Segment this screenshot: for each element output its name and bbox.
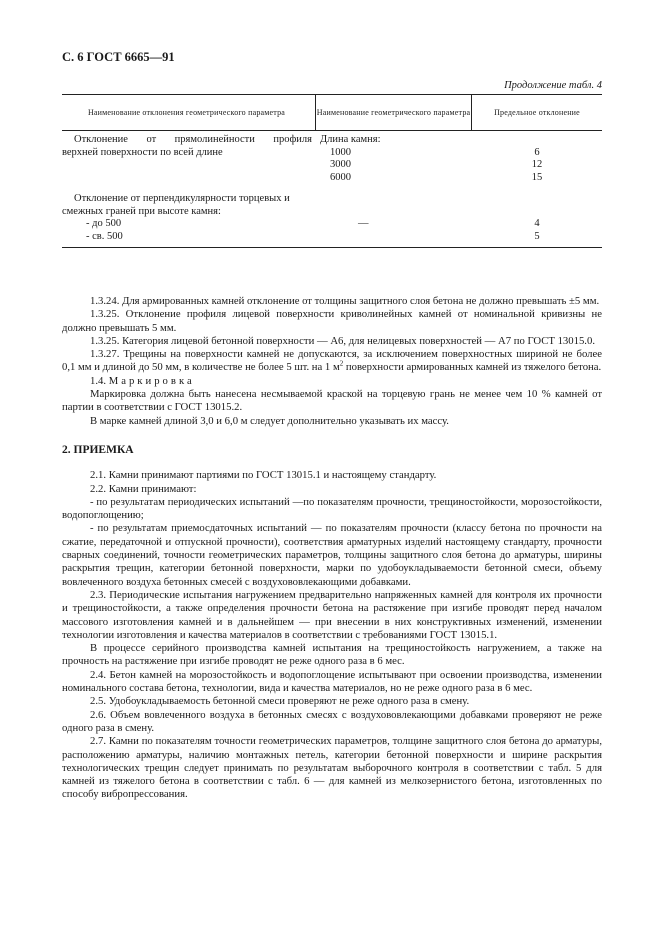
- section-title: 2. ПРИЕМКА: [62, 443, 134, 456]
- document-body: [62, 295, 602, 802]
- deviation-name: Отклонение от перпендикулярности торцевых и смежных граней при высоте камня: - до 500 - св. 500: [62, 193, 290, 242]
- deviation-table: [62, 94, 602, 248]
- paragraph: 1.3.25. Отклонение профиля лицевой поверхности криволинейных камней от номинальной кривизны не должно превышать 5 мм.: [62, 308, 602, 334]
- paragraph: 2.1. Камни принимают партиями по ГОСТ 13015.1 и настоящему стандарту.: [90, 469, 437, 482]
- paragraph: 2.5. Удобоукладываемость бетонной смеси проверяют не реже одного раза в смену.: [90, 695, 470, 708]
- paragraph: 2.7. Камни по показателям точности геометрических параметров, толщине защитного слоя бетона до арматуры, расположению арматуры, наличию монтажных петель, категории бетонной поверхности и ширине раскрытия технологических трещин следует принимать по результатам выборочного контроля в соответствии с табл. 5 для камней из тяжелого бетона в соответствии с табл. 6 — для камней из мелкозернистого бетона, изготовленных по способу вибропрессования.: [62, 735, 602, 801]
- table-bottom-rule: [62, 247, 602, 248]
- page-header: С. 6 ГОСТ 6665—91: [62, 50, 175, 64]
- paragraph: - по результатам приемосдаточных испытаний — по показателям прочности (классу бетона по прочности на сжатие, передаточной и отпускной прочности), соответствия арматурных изделий настоящему стандарту, прочности сварных соединений, точности геометрических параметров, толщины защитного слоя бетона до арматуры, ширины раскрытия трещин, категории бетонной поверхности, марки по удобоукладываемости бетонной смеси, объему вовлеченного воздуха бетонных смесей с воздухововлекающими добавками.: [62, 522, 602, 588]
- paragraph-heading: 1.4. Маркировка: [90, 374, 195, 387]
- column-header-parameter: Наименование геометрического параметра: [316, 95, 472, 130]
- table-row: [62, 193, 602, 243]
- paragraph: 1.3.24. Для армированных камней отклонение от толщины защитного слоя бетона не должно превышать ±5 мм.: [90, 295, 600, 307]
- deviation-name: Отклонение от прямолинейности профиля верхней поверхности по всей длине: [62, 134, 312, 158]
- paragraph: 2.3. Периодические испытания нагружением предварительно напряженных камней для контроля их прочности и трещиностойкости, а также определения прочности бетона на растяжение при изгибе проводят перед началом массового изготовления камней и в дальнейшем — при внесении в них конструктивных изменений, изменении технологии изготовления и качества материалов в соответствии с требованиями ГОСТ 13015.1.: [62, 588, 602, 641]
- paragraph: 1.3.25. Категория лицевой бетонной поверхности — А6, для нелицевых поверхностей — А7 по ГОСТ 13015.0.: [90, 334, 595, 347]
- paragraph: В процессе серийного производства камней испытания на трещиностойкость нагружением, а также на прочность на растяжение при изгибе проводят не реже одного раза в 6 мес.: [62, 642, 602, 668]
- table-continuation-label: Продолжение табл. 4: [504, 80, 602, 91]
- paragraph: - по результатам периодических испытаний —по показателям прочности, трещиностойкости, морозостойкости, водопоглощению;: [62, 495, 602, 522]
- parameter-cell: —: [358, 218, 369, 229]
- paragraph: 2.6. Объем вовлеченного воздуха в бетонных смесях с воздухововлекающими добавками проверяют не реже одного раза в смену.: [62, 708, 602, 734]
- paragraph: 2.4. Бетон камней на морозостойкость и водопоглощение испытывают при освоении производства, изменении номинального состава бетона, технологии, вида и качества материалов, но не реже одного раза в 6 мес.: [62, 668, 602, 695]
- paragraph: Маркировка должна быть нанесена несмываемой краской на торцевую грань не менее чем 10 % камней от партии в соответствии с ГОСТ 13015.2.: [62, 388, 602, 414]
- table-header: [62, 94, 602, 131]
- paragraph: 2.2. Камни принимают:: [90, 482, 197, 495]
- parameter-cell: Длина камня: 1000 3000 6000: [320, 134, 381, 183]
- limit-cell: 6 12 15: [531, 146, 543, 183]
- table-row: [62, 134, 602, 184]
- paragraph: 1.3.27. Трещины на поверхности камней не допускаются, за исключением поверхностных шириной не более 0,1 мм и длиной до 50 мм, в количестве не более 5 шт. на 1 $м^2$ поверхности армированных камней из тяжелого бетона.: [62, 348, 602, 374]
- limit-cell: 4 5: [534, 218, 540, 242]
- column-header-deviation: Наименование отклонения геометрического параметра: [62, 95, 316, 130]
- column-header-limit: Предельное отклонение: [494, 107, 580, 117]
- paragraph: В марке камней длиной 3,0 и 6,0 м следует дополнительно указывать их массу.: [90, 414, 449, 427]
